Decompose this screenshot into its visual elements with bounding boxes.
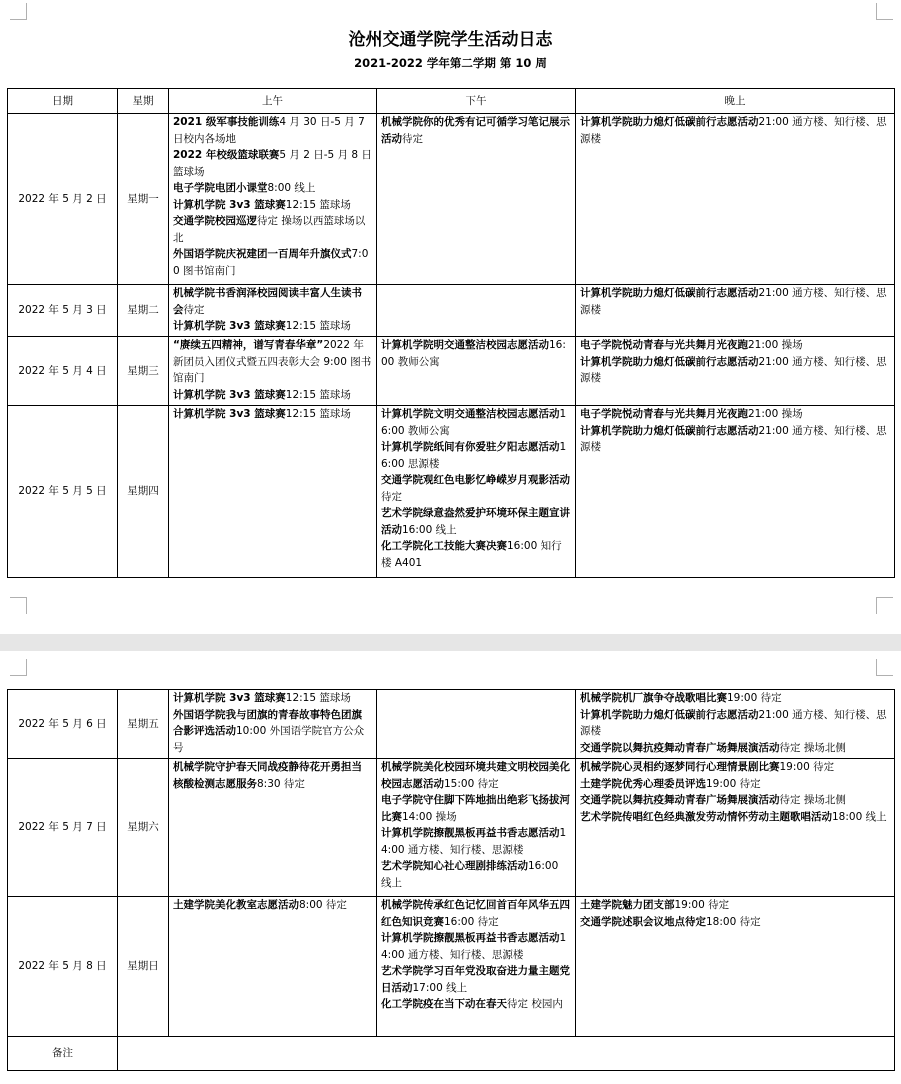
activity-entry xyxy=(381,792,571,825)
evening-cell xyxy=(576,759,895,897)
activity-detail: 16:00 待定 xyxy=(444,915,499,928)
date-cell: 2022 年 5 月 2 日 xyxy=(8,114,118,285)
activity-entry xyxy=(173,406,372,423)
activity-entry xyxy=(381,472,571,505)
table-row xyxy=(8,337,895,406)
activity-entry xyxy=(173,114,372,147)
activity-entry xyxy=(580,809,890,826)
activity-detail: 待定 xyxy=(402,132,423,145)
activity-entry xyxy=(381,996,571,1013)
header-weekday: 星期 xyxy=(118,89,169,114)
activity-entry xyxy=(381,406,571,439)
activity-detail: 21:00 操场 xyxy=(748,339,803,351)
activity-detail: 待定 校园内 xyxy=(507,998,563,1010)
activity-detail: 14:00 操场 xyxy=(402,810,457,823)
activity-name: 电子学院电团小课堂 xyxy=(173,182,268,194)
activity-entry xyxy=(580,285,890,318)
activity-entry xyxy=(381,825,571,858)
note-value xyxy=(118,1037,895,1071)
activity-log-table xyxy=(7,88,895,578)
activity-name: 计算机学院文明交通整洁校园志愿活动 xyxy=(381,408,560,420)
afternoon-cell xyxy=(377,406,576,578)
activity-entry xyxy=(173,318,372,335)
activity-detail: 18:00 待定 xyxy=(706,915,761,928)
activity-name: 计算机学院助力熄灯低碳前行志愿活动 xyxy=(580,708,759,721)
page-corner-mark xyxy=(876,3,893,20)
page-corner-mark xyxy=(10,3,27,20)
table-row xyxy=(8,759,895,897)
evening-cell xyxy=(576,337,895,406)
activity-name: 艺术学院传唱红色经典激发劳动情怀劳动主题歌唱活动 xyxy=(580,810,832,823)
activity-detail: 8:00 待定 xyxy=(299,899,347,911)
date-cell: 2022 年 5 月 6 日 xyxy=(8,690,118,759)
morning-cell xyxy=(169,406,377,578)
activity-name: 交通学院以舞抗疫舞动青春广场舞展演活动 xyxy=(580,741,780,754)
activity-detail: 待定 xyxy=(183,303,205,316)
activity-detail: 21:00 通方楼、知行楼、思源楼 xyxy=(580,355,887,384)
header-afternoon: 下午 xyxy=(377,89,576,114)
document-page-2 xyxy=(0,651,901,1084)
afternoon-cell xyxy=(377,114,576,285)
evening-cell xyxy=(576,114,895,285)
activity-detail: 21:00 通方楼、知行楼、思源楼 xyxy=(580,708,887,737)
activity-detail: 19:00 待定 xyxy=(706,777,761,790)
activity-detail: 16:00 思源楼 xyxy=(381,441,567,470)
evening-cell xyxy=(576,406,895,578)
date-cell: 2022 年 5 月 4 日 xyxy=(8,337,118,406)
page-corner-mark xyxy=(876,597,893,614)
activity-detail: 14:00 通方楼、知行楼、思源楼 xyxy=(381,827,567,856)
table-row xyxy=(8,690,895,759)
activity-name: 机械学院传承红色记忆回首百年风华五四红色知识竞赛 xyxy=(381,899,570,928)
activity-entry xyxy=(381,858,571,891)
activity-detail: 8:00 线上 xyxy=(267,182,316,194)
activity-name: 艺术学院绿意盎然爱护环境环保主题宣讲活动 xyxy=(381,507,570,536)
activity-entry xyxy=(173,759,372,792)
activity-entry xyxy=(580,792,890,809)
afternoon-cell xyxy=(377,285,576,337)
activity-entry xyxy=(173,897,372,914)
table-header-row xyxy=(8,89,895,114)
activity-detail: 待定 操场北侧 xyxy=(779,741,846,754)
weekday-cell: 星期六 xyxy=(118,759,169,897)
activity-detail: 12:15 篮球场 xyxy=(285,408,351,420)
note-label: 备注 xyxy=(8,1037,118,1071)
activity-name: 计算机学院助力熄灯低碳前行志愿活动 xyxy=(580,355,759,368)
activity-name: 土建学院美化教室志愿活动 xyxy=(173,899,299,911)
activity-name: 机械学院机厂旗争夺战歌唱比赛 xyxy=(580,692,727,704)
activity-entry xyxy=(173,246,372,279)
morning-cell xyxy=(169,690,377,759)
activity-entry xyxy=(381,439,571,472)
activity-entry xyxy=(173,337,372,387)
activity-detail: 16:00 线上 xyxy=(381,860,559,889)
activity-name: 交通学院述职会议地点待定 xyxy=(580,915,706,928)
morning-cell xyxy=(169,897,377,1037)
activity-name: 土建学院魅力团支部 xyxy=(580,899,675,911)
activity-name: 艺术学院学习百年党没取奋进力量主题党日活动 xyxy=(381,965,570,994)
activity-entry xyxy=(580,759,890,776)
date-cell: 2022 年 5 月 7 日 xyxy=(8,759,118,897)
activity-entry xyxy=(381,538,571,571)
activity-name: 计算机学院助力熄灯低碳前行志愿活动 xyxy=(580,424,759,437)
weekday-cell: 星期三 xyxy=(118,337,169,406)
morning-cell xyxy=(169,759,377,897)
header-date: 日期 xyxy=(8,89,118,114)
weekday-cell: 星期二 xyxy=(118,285,169,337)
date-cell: 2022 年 5 月 3 日 xyxy=(8,285,118,337)
activity-entry xyxy=(173,285,372,318)
activity-entry xyxy=(580,776,890,793)
activity-name: 计算机学院助力熄灯低碳前行志愿活动 xyxy=(580,116,759,128)
activity-name: 计算机学院擦靓黑板再益书香志愿活动 xyxy=(381,932,560,944)
activity-name: 化工学院化工技能大赛决赛 xyxy=(381,540,507,552)
activity-entry xyxy=(580,707,890,740)
activity-name: 外国语学院我与团旗的青春故事特色团旗合影评选活动 xyxy=(173,708,362,737)
table-row xyxy=(8,897,895,1037)
activity-entry xyxy=(580,114,890,147)
activity-entry xyxy=(381,963,571,996)
date-cell: 2022 年 5 月 5 日 xyxy=(8,406,118,578)
activity-name: 艺术学院知心社心理剧排练活动 xyxy=(381,860,528,872)
activity-name: 计算机学院 3v3 篮球赛 xyxy=(173,320,286,332)
header-morning: 上午 xyxy=(169,89,377,114)
page-corner-mark xyxy=(10,659,27,676)
activity-name: 电子学院悦动青春与光共舞月光夜跑 xyxy=(580,408,748,420)
afternoon-cell xyxy=(377,759,576,897)
activity-entry xyxy=(580,354,890,387)
table-row xyxy=(8,406,895,578)
table-row xyxy=(8,285,895,337)
activity-entry xyxy=(173,197,372,214)
activity-detail: 18:00 线上 xyxy=(832,810,887,823)
activity-name: 计算机学院 3v3 篮球赛 xyxy=(173,408,286,420)
activity-name: 计算机学院纸间有你爱驻夕阳志愿活动 xyxy=(381,441,560,453)
activity-entry xyxy=(381,114,571,147)
evening-cell xyxy=(576,690,895,759)
activity-detail: 14:00 通方楼、知行楼、思源楼 xyxy=(381,932,567,961)
activity-entry xyxy=(381,337,571,370)
activity-detail: 10:00 外国语学院官方公众号 xyxy=(173,725,365,754)
activity-name: 机械学院守护春天同战疫静待花开勇担当核酸检测志愿服务 xyxy=(173,761,362,790)
table-row xyxy=(8,114,895,285)
activity-name: 电子学院悦动青春与光共舞月光夜跑 xyxy=(580,339,748,351)
activity-detail: 16:00 教师公寓 xyxy=(381,408,567,437)
activity-detail: 5 月 2 日-5 月 8 日篮球场 xyxy=(173,149,372,178)
activity-entry xyxy=(173,690,372,707)
activity-detail: 16:00 知行楼 A401 xyxy=(381,540,562,569)
activity-detail: 2022 年新团员入团仪式暨五四表彰大会 9:00 图书馆南门 xyxy=(173,339,372,384)
page-separator xyxy=(0,634,901,651)
morning-cell xyxy=(169,114,377,285)
activity-name: 机械学院书香润泽校园阅读丰富人生读书会 xyxy=(173,287,362,316)
activity-detail: 待定 操场北侧 xyxy=(779,794,846,806)
activity-name: 计算机学院擦靓黑板再益书香志愿活动 xyxy=(381,827,560,839)
activity-name: “赓续五四精神，谱写青春华章” xyxy=(173,339,324,351)
activity-name: 交通学院观红色电影忆峥嵘岁月观影活动 xyxy=(381,474,570,486)
page-corner-mark xyxy=(876,659,893,676)
activity-name: 化工学院疫在当下动在春天 xyxy=(381,998,507,1010)
activity-entry xyxy=(580,406,890,423)
activity-entry xyxy=(580,914,890,931)
activity-detail: 7:00 图书馆南门 xyxy=(173,248,369,277)
activity-detail: 8:30 待定 xyxy=(257,777,305,790)
activity-detail: 21:00 通方楼、知行楼、思源楼 xyxy=(580,424,887,453)
activity-entry xyxy=(381,897,571,930)
activity-log-table-continued xyxy=(7,689,895,1071)
activity-entry xyxy=(580,423,890,456)
afternoon-cell xyxy=(377,897,576,1037)
activity-detail: 12:15 篮球场 xyxy=(285,320,351,332)
page-corner-mark xyxy=(10,597,27,614)
activity-detail: 12:15 篮球场 xyxy=(285,692,351,704)
activity-entry xyxy=(580,740,890,757)
activity-name: 外国语学院庆祝建团一百周年升旗仪式 xyxy=(173,248,352,260)
activity-detail: 15:00 待定 xyxy=(444,777,499,790)
activity-detail: 19:00 待定 xyxy=(674,899,730,911)
activity-entry xyxy=(381,930,571,963)
weekday-cell: 星期日 xyxy=(118,897,169,1037)
activity-name: 计算机学院 3v3 篮球赛 xyxy=(173,692,286,704)
evening-cell xyxy=(576,285,895,337)
activity-detail: 16:00 教师公寓 xyxy=(381,339,566,368)
activity-entry xyxy=(580,897,890,914)
document-title: 沧州交通学院学生活动日志 xyxy=(348,30,553,50)
weekday-cell: 星期一 xyxy=(118,114,169,285)
weekday-cell: 星期五 xyxy=(118,690,169,759)
activity-detail: 21:00 操场 xyxy=(748,408,803,420)
activity-name: 2021 级军事技能训练 xyxy=(173,116,280,128)
morning-cell xyxy=(169,337,377,406)
activity-entry xyxy=(173,707,372,757)
activity-entry xyxy=(173,213,372,246)
activity-name: 计算机学院明交通整洁校园志愿活动 xyxy=(381,339,549,351)
afternoon-cell xyxy=(377,690,576,759)
activity-detail: 21:00 通方楼、知行楼、思源楼 xyxy=(580,116,887,145)
activity-detail: 待定 xyxy=(381,490,402,503)
activity-name: 计算机学院 3v3 篮球赛 xyxy=(173,388,286,401)
activity-entry xyxy=(173,387,372,404)
activity-entry xyxy=(173,147,372,180)
activity-entry xyxy=(580,337,890,354)
activity-entry xyxy=(173,180,372,197)
activity-name: 交通学院校园巡逻 xyxy=(173,215,257,227)
activity-entry xyxy=(381,759,571,792)
header-evening: 晚上 xyxy=(576,89,895,114)
note-row xyxy=(8,1037,895,1071)
activity-detail: 21:00 通方楼、知行楼、思源楼 xyxy=(580,287,887,316)
activity-detail: 待定 操场以西篮球场以北 xyxy=(173,215,366,244)
activity-name: 机械学院心灵相约逐梦同行心理情景剧比赛 xyxy=(580,761,780,773)
activity-detail: 19:00 待定 xyxy=(727,692,782,704)
activity-detail: 4 月 30 日-5 月 7 日校内各场地 xyxy=(173,116,365,145)
activity-detail: 12:15 篮球场 xyxy=(285,198,351,211)
activity-detail: 19:00 待定 xyxy=(779,761,835,773)
activity-name: 机械学院美化校园环境共建文明校园美化校园志愿活动 xyxy=(381,761,570,790)
activity-name: 2022 年校级篮球联赛 xyxy=(173,149,280,161)
weekday-cell: 星期四 xyxy=(118,406,169,578)
evening-cell xyxy=(576,897,895,1037)
activity-entry xyxy=(580,690,890,707)
morning-cell xyxy=(169,285,377,337)
activity-entry xyxy=(381,505,571,538)
activity-name: 计算机学院 3v3 篮球赛 xyxy=(173,198,286,211)
activity-detail: 17:00 线上 xyxy=(412,981,468,994)
document-subtitle: 2021-2022 学年第二学期 第 10 周 xyxy=(354,56,547,70)
activity-name: 电子学院守住脚下阵地拙出绝彩飞扬拔河比赛 xyxy=(381,794,570,823)
activity-name: 机械学院你的优秀有记可循学习笔记展示活动 xyxy=(381,116,570,145)
activity-detail: 16:00 线上 xyxy=(402,523,457,536)
activity-name: 交通学院以舞抗疫舞动青春广场舞展演活动 xyxy=(580,794,780,806)
date-cell: 2022 年 5 月 8 日 xyxy=(8,897,118,1037)
activity-name: 土建学院优秀心理委员评选 xyxy=(580,777,706,790)
activity-detail: 12:15 篮球场 xyxy=(285,388,351,401)
activity-name: 计算机学院助力熄灯低碳前行志愿活动 xyxy=(580,287,759,299)
afternoon-cell xyxy=(377,337,576,406)
